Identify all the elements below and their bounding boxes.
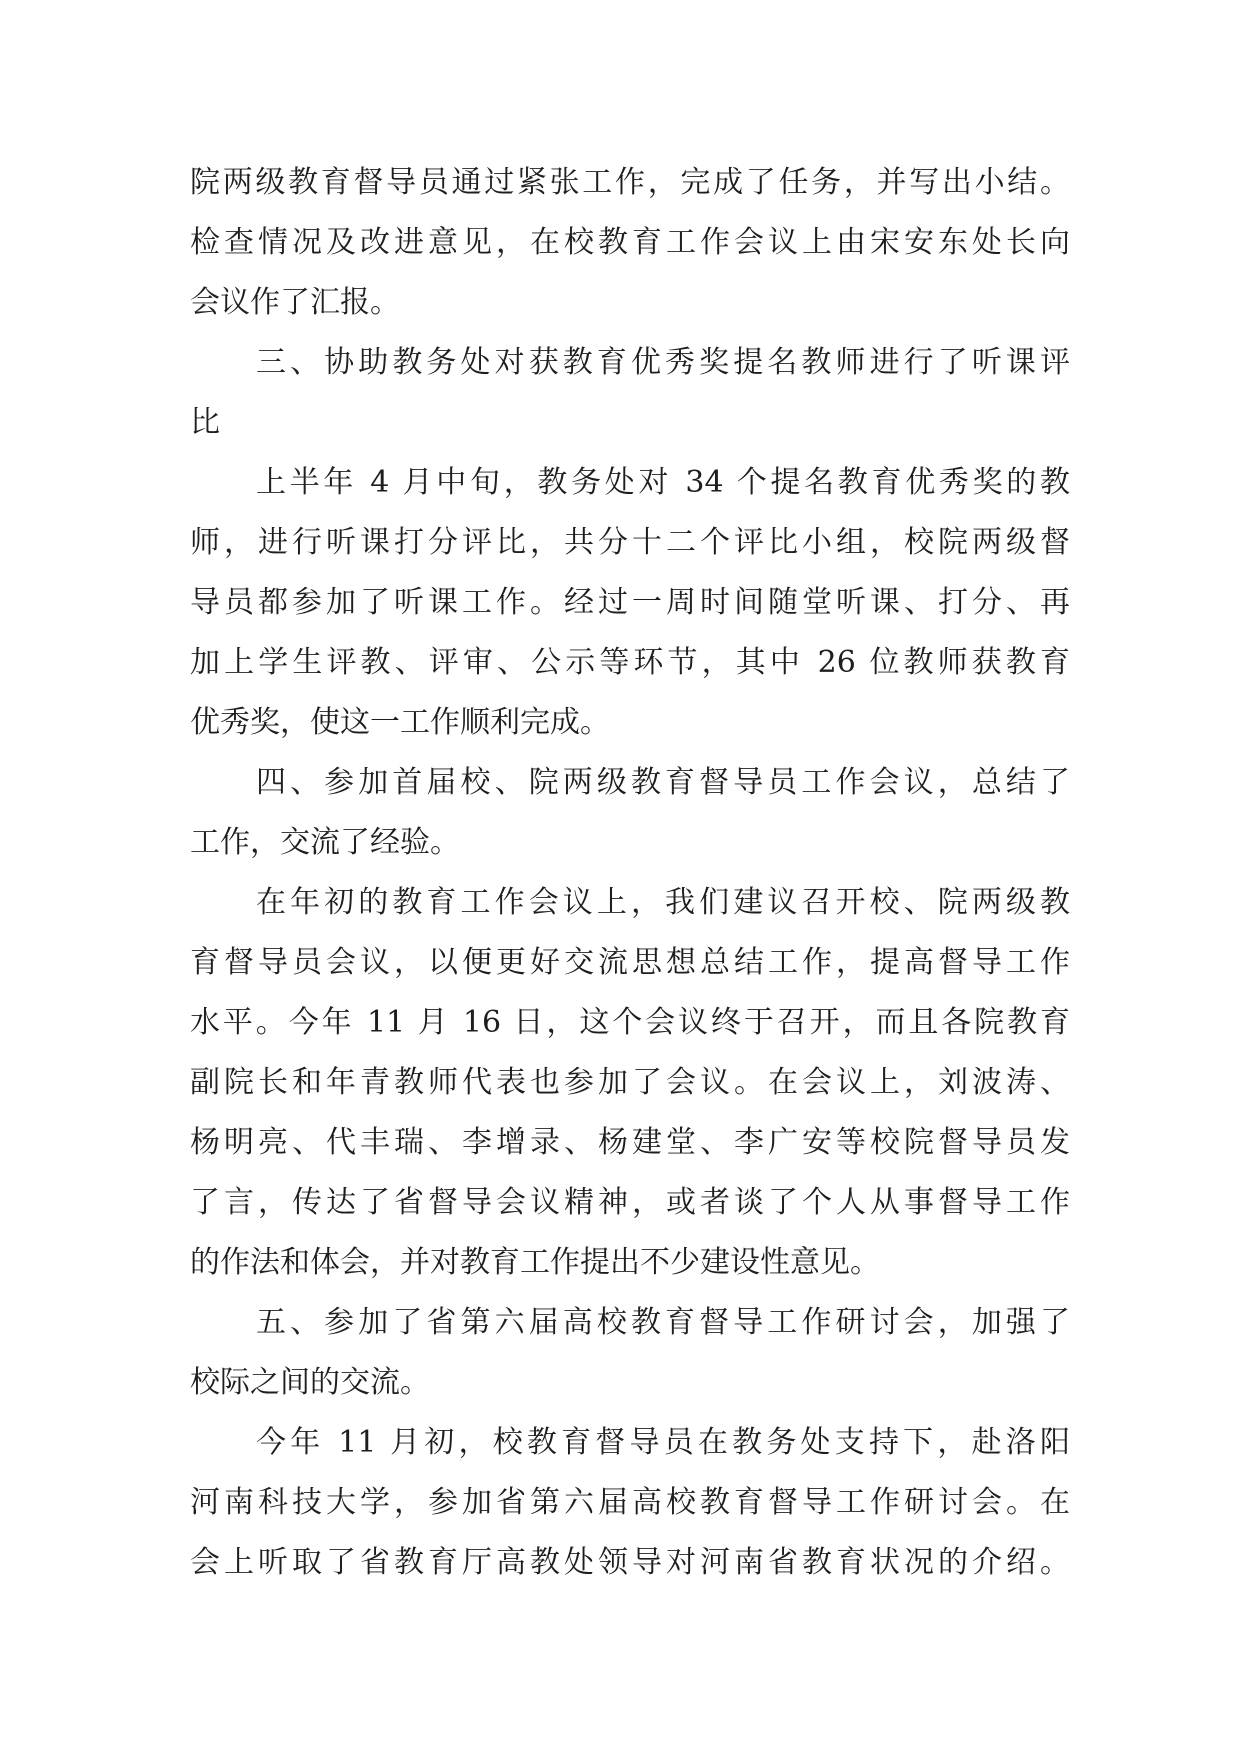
text-line: 会议作了汇报。 [190, 285, 400, 320]
section-heading-line: 校际之间的交流。 [190, 1365, 430, 1400]
text-line: 河南科技大学，参加省第六届高校教育督导工作研讨会。在 [190, 1485, 1070, 1520]
text-line: 副院长和年青教师代表也参加了会议。在会议上，刘波涛、 [190, 1065, 1070, 1100]
text-line: 加上学生评教、评审、公示等环节，其中 26 位教师获教育 [190, 645, 1070, 680]
section-heading-line: 三、协助教务处对获教育优秀奖提名教师进行了听课评 [256, 345, 1070, 380]
text-line: 会上听取了省教育厅高教处领导对河南省教育状况的介绍。 [190, 1545, 1070, 1580]
body-text [190, 153, 1070, 1593]
section-heading-line: 工作，交流了经验。 [190, 825, 460, 860]
text-line: 了言，传达了省督导会议精神，或者谈了个人从事督导工作 [190, 1185, 1070, 1220]
text-line: 在年初的教育工作会议上，我们建议召开校、院两级教 [256, 885, 1070, 920]
text-line: 育督导员会议，以便更好交流思想总结工作，提高督导工作 [190, 945, 1070, 980]
text-line: 优秀奖，使这一工作顺利完成。 [190, 705, 610, 740]
text-line: 导员都参加了听课工作。经过一周时间随堂听课、打分、再 [190, 585, 1070, 620]
text-line: 今年 11 月初，校教育督导员在教务处支持下，赴洛阳 [256, 1425, 1070, 1460]
section-heading-line: 四、参加首届校、院两级教育督导员工作会议，总结了 [256, 765, 1070, 800]
text-line: 师，进行听课打分评比，共分十二个评比小组，校院两级督 [190, 525, 1070, 560]
text-line: 检查情况及改进意见，在校教育工作会议上由宋安东处长向 [190, 225, 1070, 260]
text-line: 上半年 4 月中旬，教务处对 34 个提名教育优秀奖的教 [256, 465, 1070, 500]
text-line: 院两级教育督导员通过紧张工作，完成了任务，并写出小结。 [190, 165, 1070, 200]
section-heading-line: 比 [190, 405, 220, 440]
text-line: 杨明亮、代丰瑞、李增录、杨建堂、李广安等校院督导员发 [190, 1125, 1070, 1160]
text-line: 的作法和体会，并对教育工作提出不少建设性意见。 [190, 1245, 880, 1280]
text-line: 水平。今年 11 月 16 日，这个会议终于召开，而且各院教育 [190, 1005, 1070, 1040]
section-heading-line: 五、参加了省第六届高校教育督导工作研讨会，加强了 [256, 1305, 1070, 1340]
